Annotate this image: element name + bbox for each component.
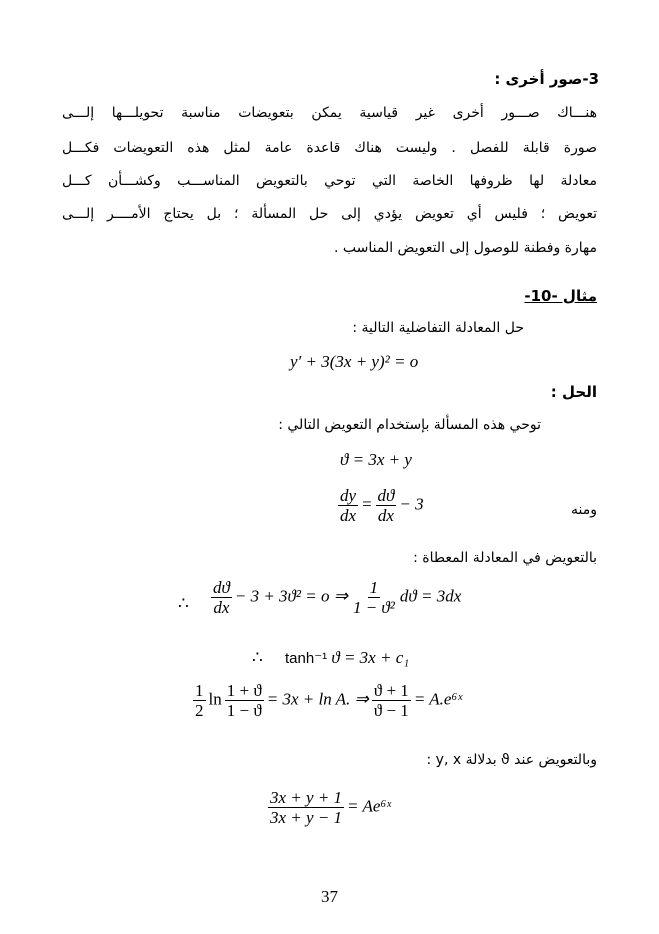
fraction-theta-ratio [372,681,411,720]
hint-text: توحي هذه المسألة بإستخدام التعويض التالي : [278,417,541,433]
numerator: dϑ [377,486,395,505]
section-title: 3-صور أخرى : [494,70,599,88]
paragraph-line: معادلة لها ظروفها الخاصة التي توحي بالتعويض المناســـب وكشـــأن كـــل [62,173,597,189]
denominator: dx [213,598,230,617]
final-tail: = Ae⁶ˣ [347,796,392,816]
final-solution [265,788,391,827]
integrated-equation [285,648,409,668]
fraction-log-argument [225,681,264,720]
separated-equation [208,578,461,617]
equation-tail: dϑ = 3dx [399,586,462,606]
paragraph-line: تعويض ؛ فليس أي تعويض يؤدي إلى حل المسألة ؛ بل يحتاج الأمــــر إلـــى [62,206,597,222]
denominator: 1 − ϑ² [352,598,395,617]
numerator: 1 [369,578,379,597]
numerator: dϑ [213,578,230,597]
log-equation [190,681,462,720]
tanh-inverse: tanh⁻¹ [285,650,328,667]
denominator: ϑ − 1 [373,701,409,720]
denominator: 1 − ϑ [226,701,262,720]
fraction-half [193,681,206,720]
ln-function: ln [208,689,222,709]
example-prompt: حل المعادلة التفاضلية التالية : [352,320,524,336]
page-number: 37 [321,887,338,906]
derivative-tail: − 3 [399,494,424,514]
derivative-equation: $\frac{dy}{dx}$ = $\frac{dϑ}{dx}$ − 3 [340,486,424,525]
given-equation: y′ + 3(3x + y)² = o [290,352,419,371]
fraction-final [268,788,344,827]
and-from-it-label: ومنه [571,502,597,518]
solution-label: الحل : [550,383,597,401]
equation-middle: − 3 + 3ϑ² = o ⇒ [234,586,348,606]
log-middle: = 3x + ln A. ⇒ [266,689,369,709]
denominator: dx [340,506,357,525]
paragraph-line: صورة قابلة للفصل . وليست هناك قاعدة عامة لمثل هذه التعويضات فكـــل [62,140,597,156]
numerator: 3x + y + 1 [270,788,343,807]
numerator: ϑ + 1 [373,681,409,700]
therefore-symbol-1: ∴ [178,594,189,613]
substituting-label: بالتعويض في المعادلة المعطاة : [413,550,597,566]
numerator: 1 [195,681,204,700]
denominator: dx [377,506,394,525]
fraction-dy-dx [338,486,358,525]
fraction-dtheta-dx [376,486,397,525]
fraction-dtheta-dx [211,578,232,617]
denominator: 3x + y − 1 [270,808,343,827]
denominator: 2 [195,701,204,720]
therefore-symbol-2: ∴ [252,648,263,667]
paragraph-line: مهارة وفطنة للوصول إلى التعويض المناسب . [333,240,597,256]
log-tail: = A.e⁶ˣ [413,689,463,709]
substitution-equation: ϑ = 3x + y [340,450,412,469]
fraction-one-over [351,578,397,617]
integrated-rest: ϑ = 3x + c₁ [331,648,410,667]
back-substitution-label: وبالتعويض عند ϑ بدلالة y, x : [426,752,597,768]
numerator: 1 + ϑ [226,681,262,700]
numerator: dy [340,486,357,505]
example-title: مثال -10- [524,287,597,305]
paragraph-line: هنـــاك صـــور أخرى غير قياسية يمكن بتعويضات مناسبة تحويلـــها إلـــى [62,105,597,121]
